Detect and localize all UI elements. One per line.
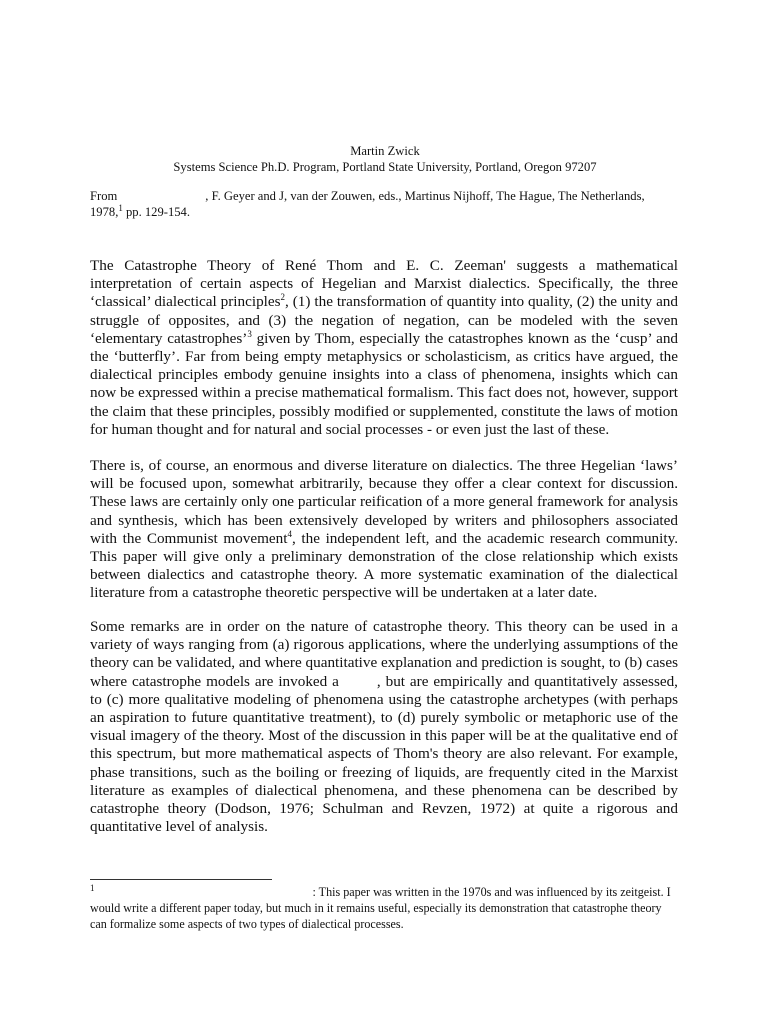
paragraph-literature [90,457,678,603]
author-name: Martin Zwick [350,144,420,158]
footnote-ref-3[interactable]: 3 [247,328,252,339]
footnote-ref-4[interactable]: 4 [287,528,292,539]
footnote-colon: : [312,885,316,899]
source-from: From [90,189,118,203]
source-citation [90,188,680,220]
p1-text-a: The Catastrophe Theory of René Thom and E. C. Zeeman' suggests a mathematical interpretation of certain aspects of Hegelian and Marxist dialectics. Specifically, the three ‘classical’ dialectical principles [90,257,678,311]
paragraph-intro [90,257,678,439]
p2-text-b: , the independent left, and the academic research community. This paper will give only a preliminary demonstration of the close relationship which exists between dialectics and catastrophe theory. A more systematic examination of the dialectical literature from a catastrophe theoretic perspective will be undertaken at a later date. [90,529,678,602]
source-editors: , F. Geyer and J, van der Zouwen, eds., Martinus Nijhoff, The Hague, The Netherlands, [205,189,645,203]
p1-text-b: , (1) the transformation of quantity into quality, (2) the unity and struggle of opposites, and (3) the negation of negation, can be modeled with the seven ‘elementary catastrophes’ [90,293,678,347]
footnote-text: This paper was written in the 1970s and was influenced by its zeitgeist. I would write a different paper today, but much in it remains useful, especially its demonstration that catastrophe theory can formalize some aspects of two types of dialectical processes. [90,885,671,931]
footnote-1 [90,884,680,932]
title-block [90,143,680,175]
footnote-ref-1[interactable]: 1 [118,202,123,213]
p3-text-a: Some remarks are in order on the nature of catastrophe theory. This theory can be used in a variety of ways ranging from (a) rigorous applications, where the underlying assumptions of the theory can be validated, and where quantitative explanation and prediction is sought, to (b) cases where catastrophe models are invoked a [90,618,678,690]
author-affiliation: Systems Science Ph.D. Program, Portland State University, Portland, Oregon 97207 [173,160,597,174]
footnote-mark: 1 [90,882,95,893]
footnote-divider [90,879,272,880]
p2-text-a: There is, of course, an enormous and diverse literature on dialectics. The three Hegelian ‘laws’ will be focused upon, somewhat arbitrarily, because they offer a clear context for discussion. These laws are certainly only one particular reification of a more general framework for analysis and synthesis, which has been extensively developed by writers and philosophers associated with the Communist movement [90,457,678,547]
footnote-ref-2[interactable]: 2 [280,292,286,303]
source-year: 1978, [90,205,119,219]
source-pages: pp. 129-154. [122,205,191,219]
p3-text-b: , but are empirically and quantitatively assessed, to (c) more qualitative modeling of phenomena using the catastrophe archetypes (with perhaps an aspiration to future quantitative treatment), to (d) purely symbolic or metaphoric use of the visual imagery of the theory. Most of the discussion in this paper will be at the qualitative end of this spectrum, but more mathematical aspects of Thom's theory are also relevant. For example, phase transitions, such as the boiling or freezing of liquids, are frequently cited in the Marxist literature as examples of dialectical phenomena, and these phenomena can be described by catastrophe theory (Dodson, 1976; Schulman and Revzen, 1972) at quite a rigorous and quantitative level of analysis. [90,672,678,836]
paragraph-remarks [90,618,678,836]
p1-text-c: given by Thom, especially the catastrophes known as the ‘cusp’ and the ‘butterfly’. Far from being empty metaphysics or scholasticism, as critics have argued, the dialectical principles embody genuine insights into a class of phenomena, insights which can now be expressed within a precise mathematical formalism. This fact does not, however, support the claim that these principles, possibly modified or supplemented, constitute the laws of motion for human thought and for natural and social processes - or even just the last of these. [90,329,679,438]
